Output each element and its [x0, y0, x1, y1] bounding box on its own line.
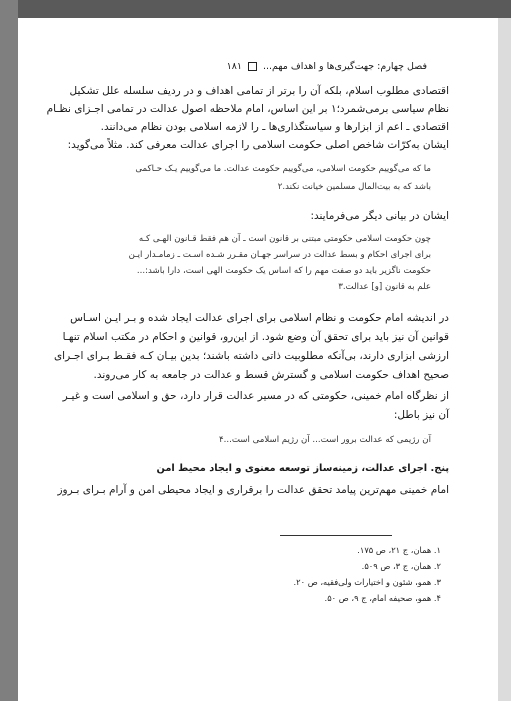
body-line: از نظرگاه امام خمینی، حکومتی که در مسیر عدالت قرار دارد، حق و اسلامی است و غیـر: [62, 390, 449, 402]
body-line: امام خمینی مهم‌ترین پیامد تحقق عدالت را برقراری و ایجاد محیطی امن و آرام بـرای بـروز: [57, 484, 449, 496]
body-line: اقتصادی ـ اعم از ابزارها و سیاستگذاری‌ها ـ را لازمه اسلامی بودن نظام می‌دانند.: [100, 121, 449, 133]
page-number: ۱۸۱: [226, 61, 242, 72]
body-line: آن نیز باطل:: [393, 409, 449, 421]
footnote-divider: [280, 535, 392, 536]
quote-line: علم به قانون [و] عدالت.۳: [338, 282, 431, 292]
quote-line: برای اجرای احکام و بسط عدالت در سراسر جهـان مقـرر شـده اسـت ـ زمامـدار ایـن: [128, 250, 431, 260]
quote-line: چون حکومت اسلامی حکومتی مبتنی بر قانون است ـ آن هم فقط قـانون الهـی کـه: [138, 234, 431, 244]
quote-line: آن رژیمی که عدالت برور است... آن رژیم اسلامی است...۴: [219, 435, 431, 445]
footnote: ۳. همو، شئون و اختیارات ولی‌فقیه، ص ۲۰.: [293, 577, 441, 587]
body-line: ارزشی ابزاری دارند، بی‌آنکه مطلوبیت ذاتی داشته باشند؛ بدین بیـان کـه فقـط بـرای اجـرای: [53, 350, 449, 362]
running-header: [127, 61, 427, 72]
quote-line: باشد که به بیت‌المال مسلمین خیانت نکند.۲: [277, 182, 431, 192]
body-line: ایشان به‌کرّات شاخص اصلی حکومت اسلامی را اجرای عدالت معرفی کند. مثلاً می‌گوید:: [67, 139, 449, 151]
footnote: ۴. همو، صحیفه امام، ج ۹، ص ۵۰.: [324, 593, 441, 603]
footnote: ۲. همان، ج ۳، ص ۵۰۹.: [361, 561, 441, 571]
quote-line: ما که می‌گوییم حکومت اسلامی، می‌گوییم حکومت عدالت. ما می‌گوییم یـک حـاکمی: [135, 164, 431, 174]
body-line: در اندیشه امام حکومت و نظام اسلامی برای اجرای عدالت ایجاد شده و بـر ایـن اسـاس: [70, 312, 449, 324]
page-edge: [498, 18, 511, 701]
body-line: ایشان در بیانی دیگر می‌فرمایند:: [310, 210, 449, 222]
header-separator: [248, 62, 257, 71]
body-line: اقتصادی مطلوب اسلام، بلکه آن را برتر از تمامی اهداف و در ردیف سلسله علل تشکیل: [69, 85, 449, 97]
body-line: صحیح اهداف حکومت اسلامی و گسترش قسط و عدالت در جامعه به کار می‌روند.: [93, 369, 449, 381]
chapter-title: فصل چهارم: جهت‌گیری‌ها و اهداف مهم...: [262, 61, 427, 72]
body-line: قوانین آن نیز باید برای تحقق آن وضع شود. از این‌رو، قوانین و احکام در مکتب اسلام تنهـا: [62, 331, 449, 343]
body-line: نظام سیاسی برمی‌شمرد؛۱ بر این اساس، امام ملاحظه اصول عدالت در تمامی اجـزای نظـام: [46, 103, 449, 115]
footnote: ۱. همان، ج ۲۱، ص ۱۷۵.: [357, 545, 441, 555]
section-heading: پنج. اجرای عدالت، زمینه‌ساز توسعه معنوی و ایجاد محیط امن: [156, 463, 449, 474]
top-shadow: [18, 0, 511, 18]
quote-line: حکومت ناگزیر باید دو صفت مهم را که اساس یک حکومت الهی است، دارا باشد:...: [136, 266, 431, 276]
